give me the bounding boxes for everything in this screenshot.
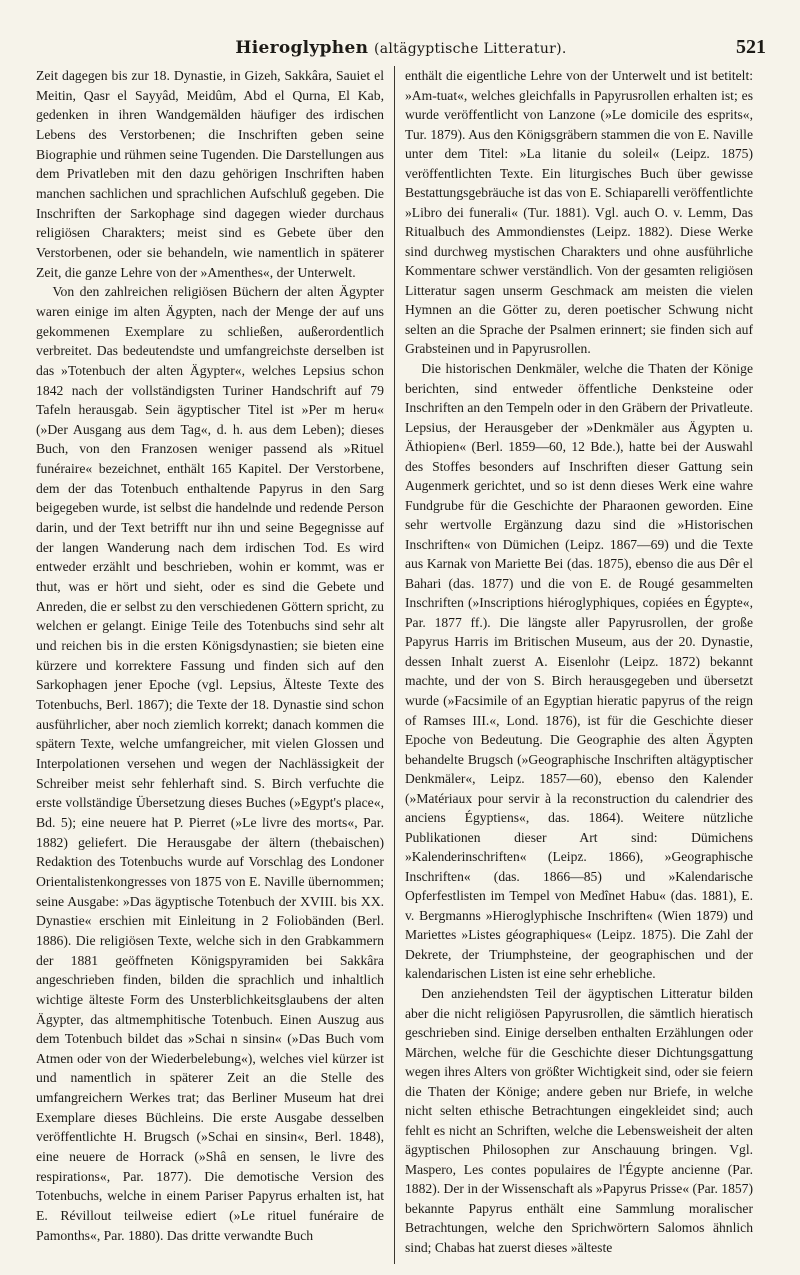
paragraph: Von den zahlreichen religiösen Büchern der alten Ägypter waren einige im alten Ägypten, nach der Menge der auf uns gekommenen Exemplare zu schließen, außerordentlich verbreitet. Das bedeutendste und umfangreichste derselben ist das »Totenbuch der alten Ägypter«, welches Lepsius schon 1842 nach der vollständigsten Turiner Handschrift auf 79 Tafeln herausgab. Sein ägyptischer Titel ist »Per m heru« (»Der Ausgang aus dem Tag«, d. h. aus dem Leben); dieses Buch, von den Franzosen weniger passend als »Rituel funéraire« bezeichnet, enthält 165 Kapitel. Der Verstorbene, dem der das Totenbuch enthaltende Papyrus in den Sarg beigegeben wurde, ist selbst die handelnde und redende Person darin, und der Text betrifft nur ihn und seine Begegnisse auf der langen Wanderung nach dem irdischen Tod. Es wird entweder erzählt und beschrieben, wohin er kommt, was er thut, was er hört und sieht, oder es sind die Gebete und Anreden, die er selbst zu den verschiedenen Göttern spricht, zu welchen er gelangt. Einige Teile des Totenbuchs sind sehr alt und reichen bis in die ersten Königsdynastien; sie bieten eine kürzere und korrektere Fassung und finden sich auf den Sarkophagen jener Epoche (vgl. Lepsius, Älteste Texte des Totenbuchs, Berl. 1867); die Texte der 18. Dynastie sind schon ausführlicher, aber noch ziemlich korrekt; danach kommen die spätern Texte, welche umfangreicher, mit vielen Glossen und Interpolationen versehen und wegen der Nachlässigkeit der Schreiber meist sehr fehlerhaft sind. S. Birch verfuchte die erste vollständige Übersetzung dieses Buches (»Egypt's place«, Bd. 5); eine neuere hat P. Pierret (»Le livre des morts«, Par. 1882) geliefert. Die Herausgabe der ältern (thebaischen) Redaktion des Totenbuchs wurde auf Vorschlag des Londoner Orientalistenkongresses von 1875 von E. Naville übernommen; seine Ausgabe: »Das ägyptische Totenbuch der XVIII. bis XX. Dynastie« erschien mit Einleitung in 2 Foliobänden (Berl. 1886). Die religiösen Texte, welche sich in den Grabkammern der 1881 geöffneten Königspyramiden bei Sakkâra angeschrieben finden, bilden die sprachlich und inhaltlich wichtige älteste Form des Unsterblichkeitsglaubens der alten Ägypter, das altmemphitische Totenbuch. Einen Auszug aus dem Totenbuch bildet das »Schai n sinsin« (»Das Buch vom Atmen oder von der Wiederbelebung«), welches viel kürzer ist und namentlich in späterer Zeit an die Stelle des umfangreichern Werkes trat; das Berliner Museum hat drei Exemplare dieses Büchleins. Die erste Ausgabe desselben veröffentlichte H. Brugsch (»Schai en sinsin«, Berl. 1848), eine neuere de Horrack (»Shâ en sensen, le livre des respirations«, Par. 1877). Die demotische Version des Totenbuchs, welche in einem Pariser Papyrus erhalten ist, hat E. Révillout teilweise ediert (»Le rituel funéraire de Pamonths«, Par. 1880). Das dritte verwandte Buch [36, 284, 384, 1243]
paragraph: Die historischen Denkmäler, welche die Thaten der Könige berichten, sind entweder öffentliche Denksteine oder Inschriften an den Tempeln oder in den Gräbern der Privatleute. Lepsius, der Herausgeber der »Denkmäler aus Ägypten u. Äthiopien« (Berl. 1859—60, 12 Bde.), hatte bei der Auswahl des Stoffes besonders auf Inschriften dieser Gattung sein Augenmerk gerichtet, und so ist denn dieses Werk eine wahre Fundgrube für die Geschichte der Pharaonen geworden. Eine sehr wertvolle Ergänzung dazu sind die »Historischen Inschriften« von Dümichen (Leipz. 1867—69) und die Texte aus Karnak von Mariette Bei (das. 1875), ebenso die aus Dêr el Bahari (das. 1877) und die von E. de Rougé gesammelten Inschriften (»Inscriptions hiéroglyphiques, copiées en Égypte«, Par. 1877 ff.). Die längste aller Papyrusrollen, der große Papyrus Harris im Britischen Museum, aus der 20. Dynastie, dessen Inhalt zuerst A. Eisenlohr (Leipz. 1872) bekannt machte, und der von S. Birch herausgegeben und übersetzt wurde (»Facsimile of an Egyptian hieratic papyrus of the reign of Ramses III.«, Lond. 1876), ist für die Geschichte dieser Epoche von Bedeutung. Die Geographie des alten Ägypten behandelte Brugsch (»Geographische Inschriften altägyptischer Denkmäler«, Leipz. 1857—60), ebenso den Kalender (»Matériaux pour servir à la reconstruction du calendrier des anciens Égyptiens«, das. 1864). Weitere nützliche Publikationen dieser Art sind: Dümichens »Kalenderinschriften« (Leipz. 1866), »Geographische Inschriften« (das. 1866—85) und »Kalendarische Opferfestlisten im Tempel von Medînet Habu« (das. 1881), E. v. Bergmanns »Hieroglyphische Inschriften« (Wien 1879) und Mariettes »Listes géographiques« (Leipz. 1875). Die Zahl der Dekrete, der Triumphsteine, der geographischen und der kalendarischen Listen ist eine sehr erhebliche. [405, 360, 753, 982]
running-title [36, 38, 766, 58]
paragraph: enthält die eigentliche Lehre von der Unterwelt und ist betitelt: »Am-tuat«, welches gleichfalls in Papyrusrollen erhalten ist; es wurde veröffentlicht von Lanzone (»Le domicile des esprits«, Tur. 1879). Aus den Königsgräbern stammen die von E. Naville unter dem Titel: »La litanie du soleil« (Leipz. 1875) veröffentlichten Texte. Ein liturgisches Buch über gewisse Bestattungsgebräuche ist das von E. Schiaparelli veröffentlichte »Libro dei funerali« (Tur. 1881). Vgl. auch O. v. Lemm, Das Ritualbuch des Ammondienstes (Leipz. 1882). Diese Werke sind durchweg mystischen Charakters und ohne ausführliche Kommentare schwer verständlich. Von der gesamten religiösen Litteratur sagen unserm Geschmack am meisten die vielen Hymnen an die Götter zu, deren poetischer Schwung nicht selten an die Sprache der Psalmen erinnert; sie finden sich auf Grabsteinen und in Papyrusrollen. [405, 68, 753, 357]
left-column [36, 66, 394, 1264]
right-column [395, 66, 753, 1264]
paragraph: Zeit dagegen bis zur 18. Dynastie, in Gizeh, Sakkâra, Sauiet el Meitin, Qasr el Sayyâd, Meidûm, Abd el Qurna, El Kab, gedenken in ihren Wandgemälden häufiger des irdischen Lebens des Verstorbenen; die Inschriften geben seine Biographie und rühmen seine Tugenden. Die Darstellungen aus dem Privatleben mit den dazu gehörigen Inschriften haben manchen sachlichen und sprachlichen Aufschluß gegeben. Die Inschriften der Sarkophage sind dagegen wieder durchaus religiösen Charakters; meist sind es Gebete über den Verstorbenen, oder sie behandeln, wie namentlich in späterer Zeit, die ganze Lehre von der »Amenthes«, der Unterwelt. [36, 68, 384, 280]
running-title-main: Hieroglyphen [235, 38, 369, 58]
paragraph: Den anziehendsten Teil der ägyptischen Litteratur bilden aber die nicht religiösen Papyrusrollen, die sämtlich hieratisch geschrieben sind. Einige derselben enthalten Erzählungen oder Märchen, welche für die Geschichte dieser Dichtungsgattung wegen ihres Alters von größter Wichtigkeit sind, oder sie feiern die Thaten der Könige; andere geben nur Briefe, in welche nicht selten ethische Betrachtungen eingekleidet sind; auch fehlt es nicht an Schriften, welche die Lebensweisheit der alten ägyptischen Philosophen zur Anschauung bringen. Vgl. Maspero, Les contes populaires de l'Égypte ancienne (Par. 1882). Der in der Wissenschaft als »Papyrus Prisse« (Par. 1857) bekannte Papyrus enthält eine Sammlung moralischer Betrachtungen, welche den Sprichwörtern Salomos ähnlich sind; Chabas hat zuerst dieses »älteste [405, 985, 753, 1255]
page-number: 521 [736, 36, 766, 58]
text-columns [36, 66, 766, 1264]
page-header [36, 0, 766, 66]
running-title-subtitle: (altägyptische Litteratur). [373, 41, 567, 57]
